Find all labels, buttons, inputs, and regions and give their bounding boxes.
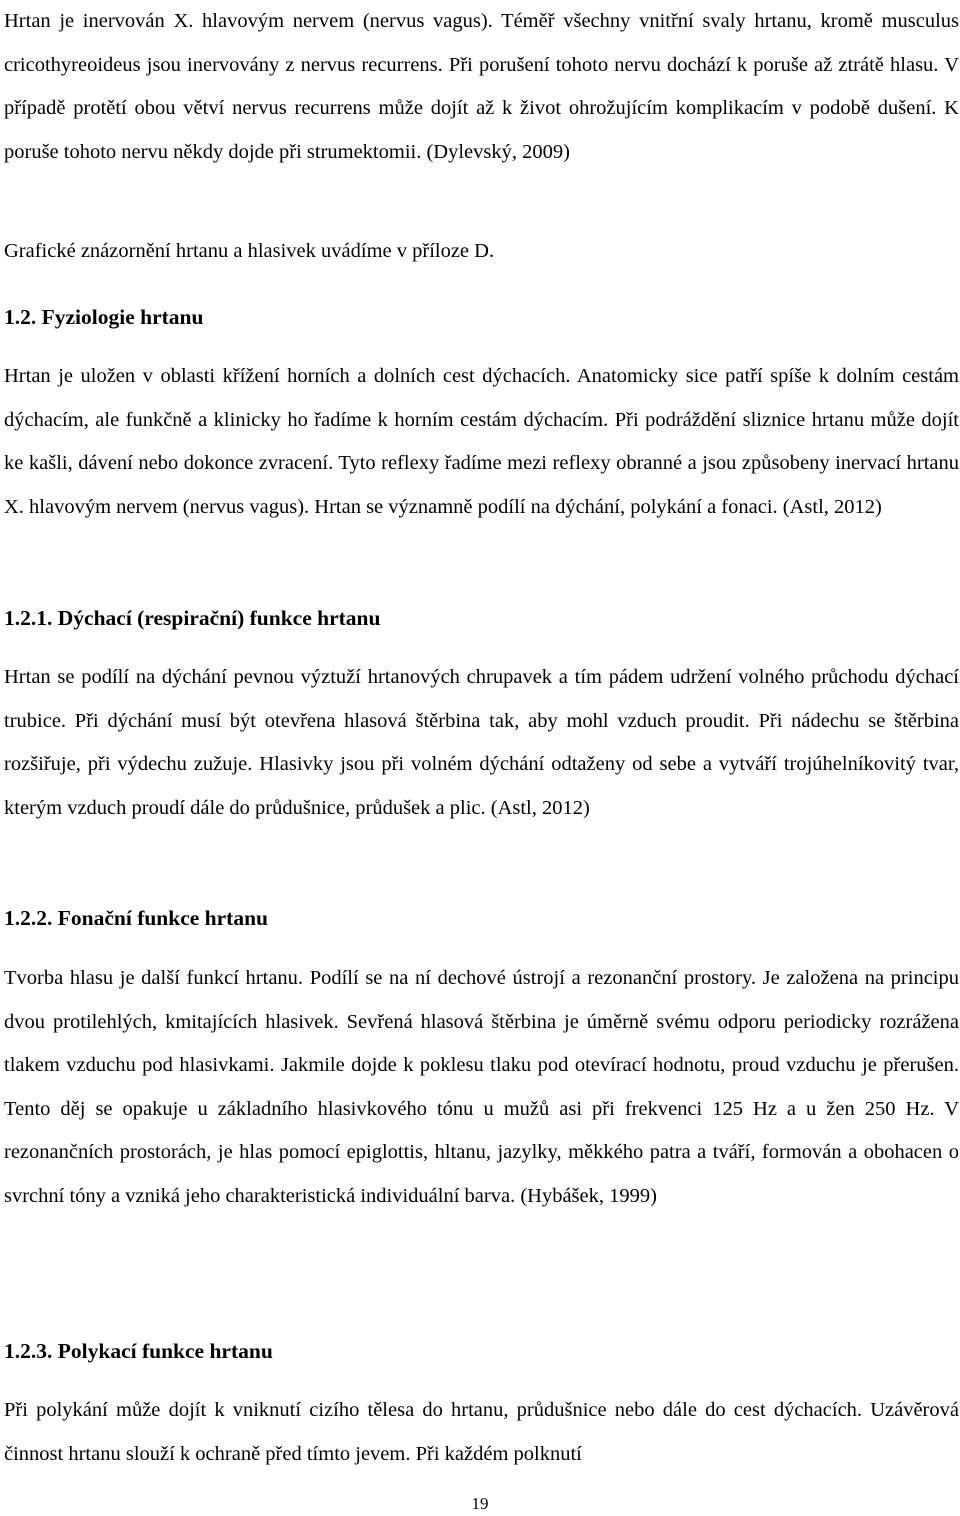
paragraph-appendix-reference: Grafické znázornění hrtanu a hlasivek uvádíme v příloze D.: [4, 240, 495, 262]
heading-swallowing-function: 1.2.3. Polykací funkce hrtanu: [4, 1339, 273, 1363]
heading-physiology: 1.2. Fyziologie hrtanu: [4, 305, 204, 329]
paragraph-nerve-innervation: Hrtan je inervován X. hlavovým nervem (nervus vagus). Téměř všechny vnitřní svaly hrtanu, kromě musculus cricothyreoideus jsou inervovány z nervus recurrens. Při porušení tohoto nervu dochází k poruše až ztrátě hlasu. V případě protětí obou větví nervus recurrens může dojít až k život ohrožujícím komplikacím v podobě dušení. K poruše tohoto nervu někdy dojde při strumektomii. (Dylevský, 2009): [4, 10, 959, 163]
paragraph-respiratory-function: Hrtan se podílí na dýchání pevnou výztuží hrtanových chrupavek a tím pádem udržení volného průchodu dýchací trubice. Při dýchání musí být otevřena hlasová štěrbina tak, aby mohl vzduch proudit. Při nádechu se štěrbina rozšiřuje, při výdechu zužuje. Hlasivky jsou při volném dýchání odtaženy od sebe a vytváří trojúhelníkovitý tvar, kterým vzduch proudí dále do průdušnice, průdušek a plic. (Astl, 2012): [4, 666, 959, 819]
paragraph-physiology: Hrtan je uložen v oblasti křížení horních a dolních cest dýchacích. Anatomicky sice patří spíše k dolním cestám dýchacím, ale funkčně a klinicky ho řadíme k horním cestám dýchacím. Při podráždění sliznice hrtanu může dojít ke kašli, dávení nebo dokonce zvracení. Tyto reflexy řadíme mezi reflexy obranné a jsou způsobeny inervací hrtanu X. hlavovým nervem (nervus vagus). Hrtan se významně podílí na dýchání, polykání a fonaci. (Astl, 2012): [4, 365, 959, 518]
paragraph-phonation-function: Tvorba hlasu je další funkcí hrtanu. Podílí se na ní dechové ústrojí a rezonanční prostory. Je založena na principu dvou protilehlých, kmitajících hlasivek. Sevřená hlasová štěrbina je úměrně svému odporu periodicky rozrážena tlakem vzduchu pod hlasivkami. Jakmile dojde k poklesu tlaku pod otevírací hodnotu, proud vzduchu je přerušen. Tento děj se opakuje u základního hlasivkového tónu u mužů asi při frekvenci 125 Hz a u žen 250 Hz. V rezonančních prostorách, je hlas pomocí epiglottis, hltanu, jazylky, měkkého patra a tváří, formován a obohacen o svrchní tóny a vzniká jeho charakteristická individuální barva. (Hybášek, 1999): [4, 967, 959, 1207]
heading-phonation-function: 1.2.2. Fonační funkce hrtanu: [4, 906, 269, 930]
page-number: 19: [471, 1494, 489, 1513]
paragraph-swallowing-function: Při polykání může dojít k vniknutí cizího tělesa do hrtanu, průdušnice nebo dále do cest dýchacích. Uzávěrová činnost hrtanu slouží k ochraně před tímto jevem. Při každém polknutí: [4, 1399, 959, 1465]
heading-respiratory-function: 1.2.1. Dýchací (respirační) funkce hrtanu: [4, 606, 381, 630]
